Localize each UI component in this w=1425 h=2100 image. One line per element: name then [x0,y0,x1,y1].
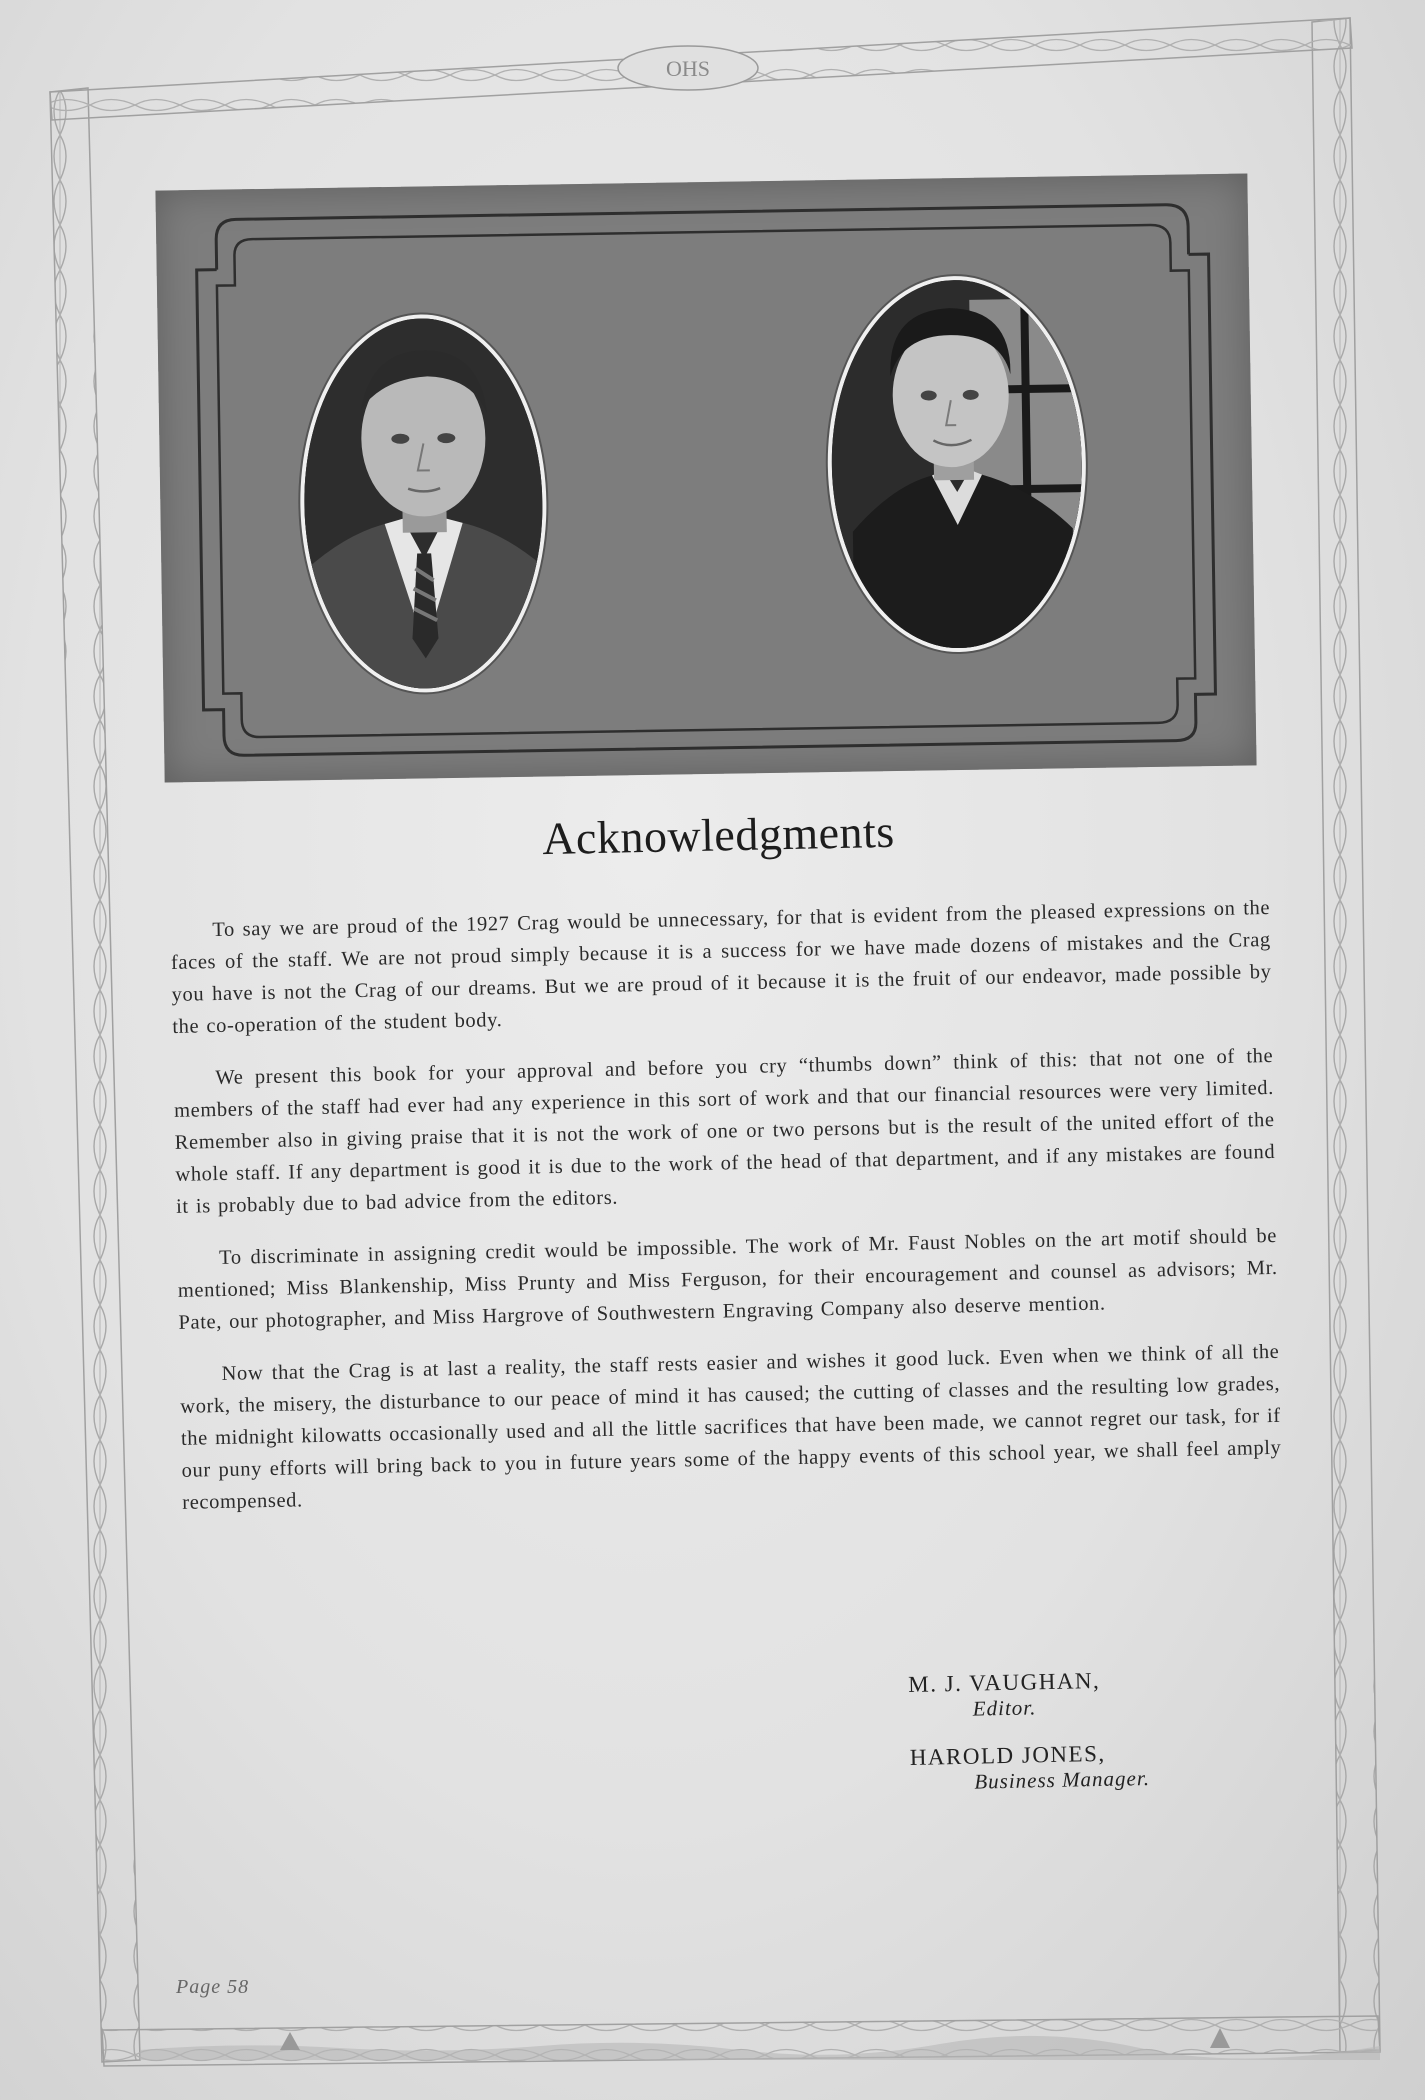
business-manager-role: Business Manager. [974,1765,1151,1794]
acknowledgments-section [168,797,1283,1539]
portrait-panel [155,173,1256,782]
page-number: Page 58 [176,1976,250,1998]
paragraph-1: To say we are proud of the 1927 Crag would be unnecessary, for that is evident from the pleased expressions on the faces of the staff. We are not proud simply because it is a success for we have made dozens of mistakes and the Crag you have is not the Crag of our dreams. But we are proud of it because it is the fruit of our endeavor, made possible by the co-operation of the student body. [170,896,1272,1038]
paragraph-2: We present this book for your approval and before you cry “thumbs down” think of this: that not one of the members of the staff had ever had any experience in this sort of work and that our financial resources were very limited. Remember also in giving praise that it is not the work of one or two persons but is the result of the united effort of the whole staff. If any department is good it is due to the work of the head of that department, and if any mistakes are found it is probably due to bad advice from the editors. [173,1044,1276,1218]
business-manager-photo [829,278,1085,650]
monogram-text: OHS [665,56,711,81]
editor-photo [301,317,545,691]
editor-name: M. J. VAUGHAN, [908,1667,1101,1697]
bottom-landscape-decoration [140,2020,1380,2060]
paragraph-4: Now that the Crag is at last a reality, the staff rests easier and wishes it good luck. Even when we think of all the work, the misery, the disturbance to our peace of mind it has caused; the cutting of classes and the resulting low grades, the midnight kilowatts occasionally used and all the little sacrifices that have been made, we cannot regret our task, for if our puny efforts will bring back to you in future years some of the happy events of this school year, we shall feel amply recompensed. [180,1340,1282,1514]
page-title: Acknowledgments [541,805,896,865]
business-manager-name: HAROLD JONES, [909,1740,1106,1770]
paragraph-3: To discriminate in assigning credit would be impossible. The work of Mr. Faust Nobles on the art motif should be mentioned; Miss Blankenship, Miss Prunty and Miss Ferguson, for their encouragement and counsel as advisors; Mr. Pate, our photographer, and Miss Hargrove of Southwestern Engraving Company also deserve mention. [177,1224,1278,1334]
signature-block [908,1667,1151,1818]
editor-role: Editor. [972,1695,1037,1721]
